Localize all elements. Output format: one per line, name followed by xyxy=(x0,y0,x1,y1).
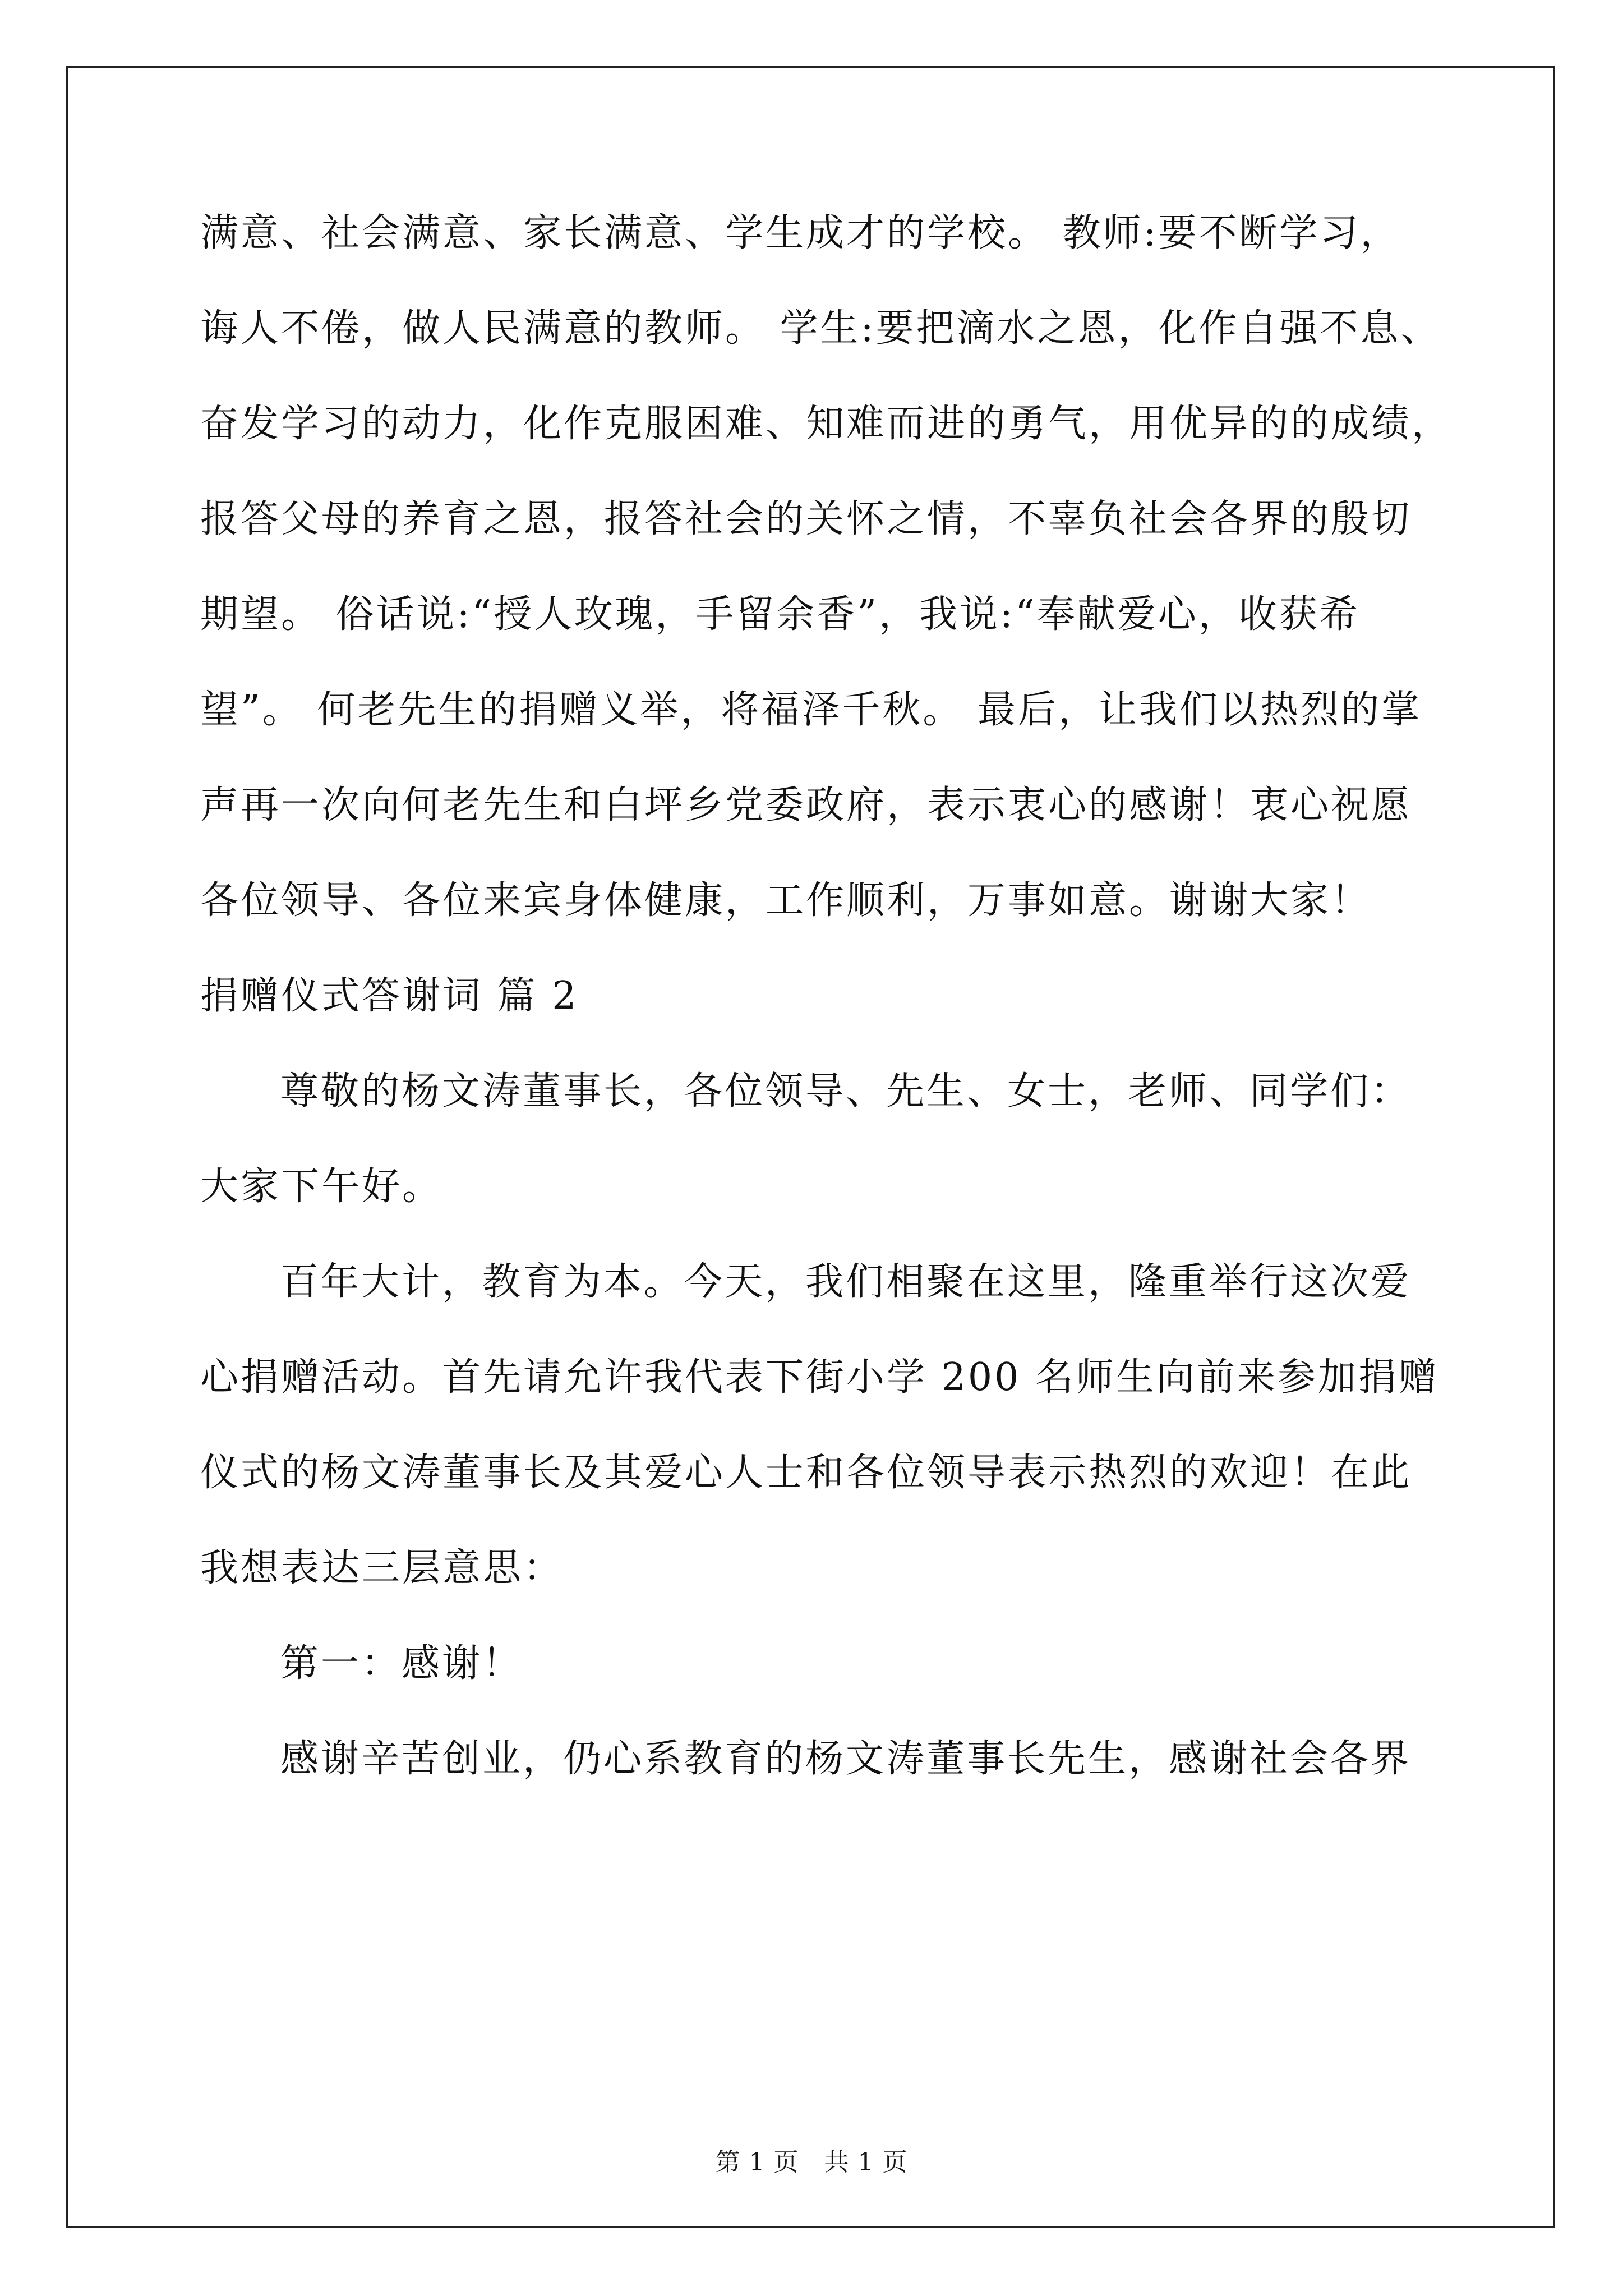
salutation-line: 尊敬的杨文涛董事长，各位领导、先生、女士，老师、同学们： xyxy=(280,1069,1412,1114)
body-line: 报答父母的养育之恩，报答社会的关怀之情，不辜负社会各界的殷切 xyxy=(200,497,1412,541)
body-line: 奋发学习的动力，化作克服困难、知难而进的勇气，用优异的的成绩， xyxy=(200,402,1453,446)
page-border xyxy=(66,66,1555,2228)
body-line: 仪式的杨文涛董事长及其爱心人士和各位领导表示热烈的欢迎！在此 xyxy=(200,1451,1412,1495)
body-line: 各位领导、各位来宾身体健康，工作顺利，万事如意。谢谢大家！ xyxy=(200,878,1372,923)
greeting-line: 大家下午好。 xyxy=(200,1165,443,1209)
body-line: 望”。 何老先生的捐赠义举，将福泽千秋。 最后，让我们以热烈的掌 xyxy=(200,688,1422,732)
body-line: 我想表达三层意思： xyxy=(200,1546,564,1590)
subheading-line: 第一：感谢！ xyxy=(280,1641,523,1686)
body-line: 诲人不倦，做人民满意的教师。 学生:要把滴水之恩，化作自强不息、 xyxy=(200,306,1441,351)
body-line: 满意、社会满意、家长满意、学生成才的学校。 教师:要不断学习， xyxy=(200,211,1401,255)
section-heading: 捐赠仪式答谢词 篇 2 xyxy=(200,974,579,1018)
page-footer: 第 1 页 共 1 页 xyxy=(715,2148,908,2177)
body-line: 心捐赠活动。首先请允许我代表下街小学 200 名师生向前来参加捐赠 xyxy=(200,1355,1440,1400)
body-line: 期望。 俗话说:“授人玫瑰，手留余香”，我说:“奉献爱心，收获希 xyxy=(200,592,1360,637)
body-line: 声再一次向何老先生和白坪乡党委政府，表示衷心的感谢！衷心祝愿 xyxy=(200,783,1412,827)
body-line: 感谢辛苦创业，仍心系教育的杨文涛董事长先生，感谢社会各界 xyxy=(280,1737,1412,1781)
body-line: 百年大计，教育为本。今天，我们相聚在这里，隆重举行这次爱 xyxy=(280,1260,1412,1304)
